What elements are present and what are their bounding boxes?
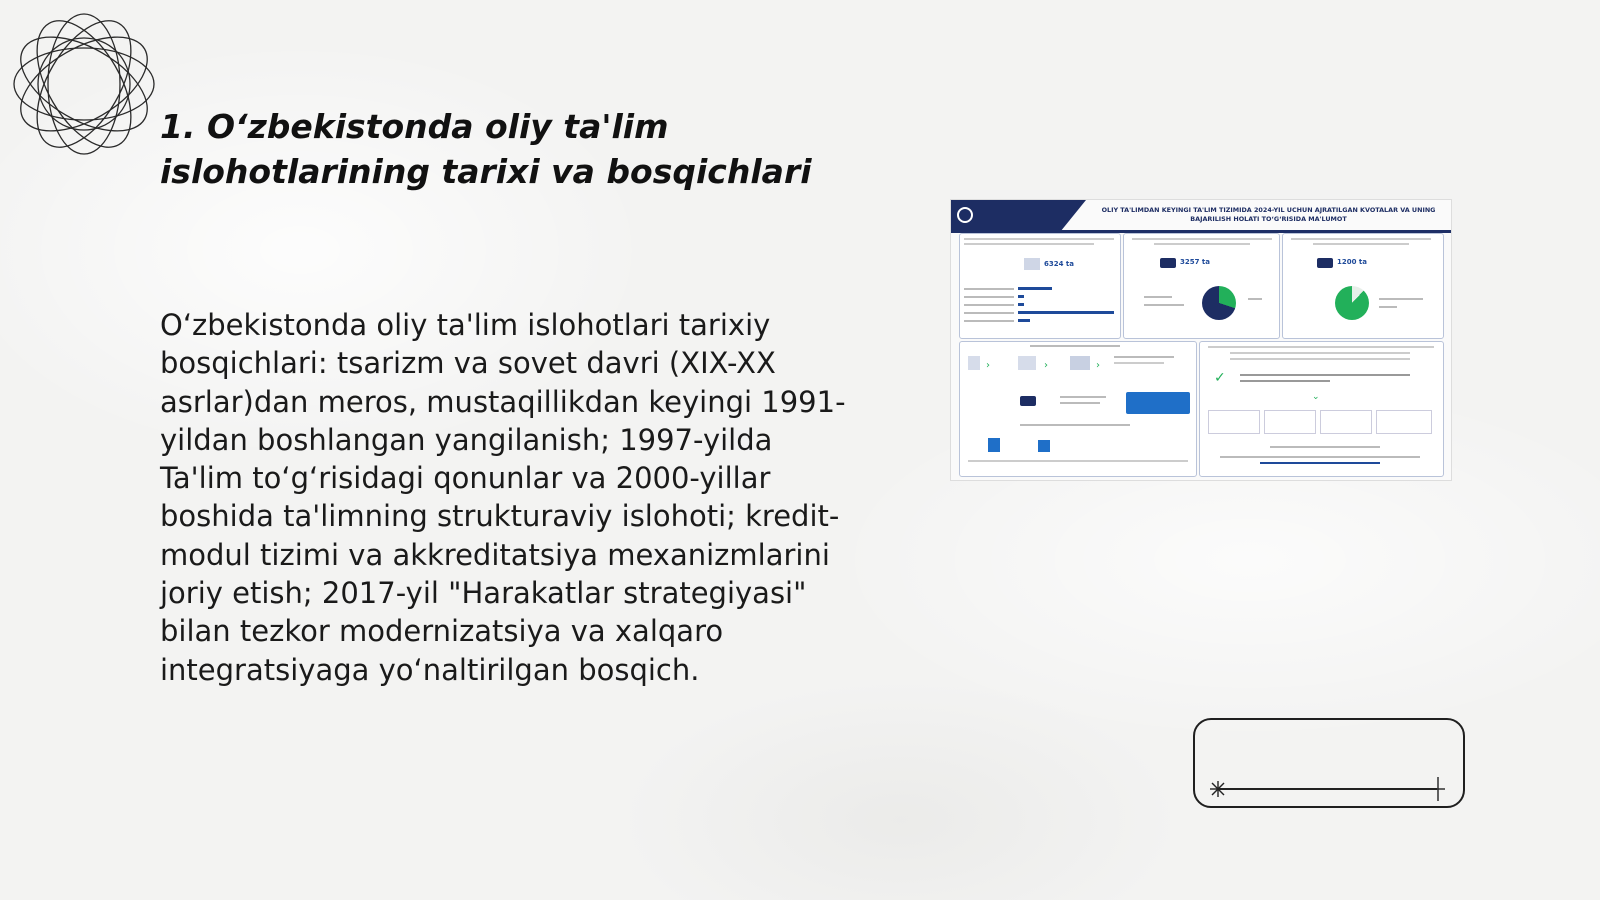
infographic-panel-process: [959, 341, 1197, 477]
checkmark-icon: ✓: [1214, 370, 1226, 386]
infographic-title: OLIY TA'LIMDAN KEYINGI TA'LIM TIZIMIDA 2024-YIL UCHUN AJRATILGAN KVOTALAR VA UNING BAJARILISH HOLATI TO‘G‘RISIDA MA'LUMOT: [1101, 206, 1436, 223]
infographic-panel-quotas: [959, 233, 1121, 339]
chevron-right-icon: ›: [1044, 360, 1048, 371]
graduation-cap-icon: [1020, 396, 1036, 406]
chevron-right-icon: ›: [1096, 360, 1100, 371]
logo-icon: [957, 207, 973, 223]
graduation-cap-icon: [1160, 258, 1176, 268]
infographic-header: [951, 200, 1451, 233]
rosette-ornament-icon: [8, 8, 160, 160]
infographic-panel-applications: [1123, 233, 1280, 339]
pie-chart-admissions: [1335, 286, 1369, 320]
chevron-down-icon: ⌄: [1312, 392, 1320, 402]
document-icon: [968, 356, 980, 370]
slide-title: 1. O‘zbekistonda oliy ta'lim islohotlarining tarixi va bosqichlari: [160, 107, 812, 191]
result-box: [1264, 410, 1316, 434]
chevron-right-icon: ›: [986, 360, 990, 371]
result-box: [1320, 410, 1372, 434]
building-icon: [1018, 356, 1036, 370]
slide-body-text: O‘zbekistonda oliy ta'lim islohotlari tarixiy bosqichlari: tsarizm va sovet davri (XIX-XX asrlar)dan meros, mustaqillikdan keyingi 1991-yildan boshlangan yangilanish; 1997-yilda Ta'lim to‘g‘risidagi qonunlar va 2000-yillar boshida ta'limning strukturaviy islohoti; kredit-modul tizimi va akkreditatsiya mexanizmlarini joriy etish; 2017-yil "Harakatlar strategiyasi" bilan tezkor modernizatsiya va xalqaro integratsiyaga yo‘naltirilgan bosqich.: [160, 308, 846, 687]
infographic-panel-results: [1199, 341, 1444, 477]
stat-applications: 3257 ta: [1180, 258, 1210, 266]
building-icon: [1024, 258, 1040, 270]
infographic-panel-admissions: [1282, 233, 1444, 339]
infographic-logo: [951, 200, 1086, 230]
cross-star-icon: [1429, 776, 1447, 802]
university-icon: [1070, 356, 1090, 370]
infographic-image: [950, 199, 1452, 481]
highlight-box: [1126, 392, 1190, 414]
stat-quotas: 6324 ta: [1044, 260, 1074, 268]
result-box: [1376, 410, 1432, 434]
pie-chart-applications: [1202, 286, 1236, 320]
graduation-cap-icon: [1317, 258, 1333, 268]
result-box: [1208, 410, 1260, 434]
bar-marker: [1038, 440, 1050, 452]
sparkle-icon: [1209, 780, 1227, 798]
decorative-callout-frame: [1193, 718, 1465, 808]
stat-admissions: 1200 ta: [1337, 258, 1367, 266]
callout-divider-line: [1217, 788, 1437, 790]
bar-marker: [988, 438, 1000, 452]
